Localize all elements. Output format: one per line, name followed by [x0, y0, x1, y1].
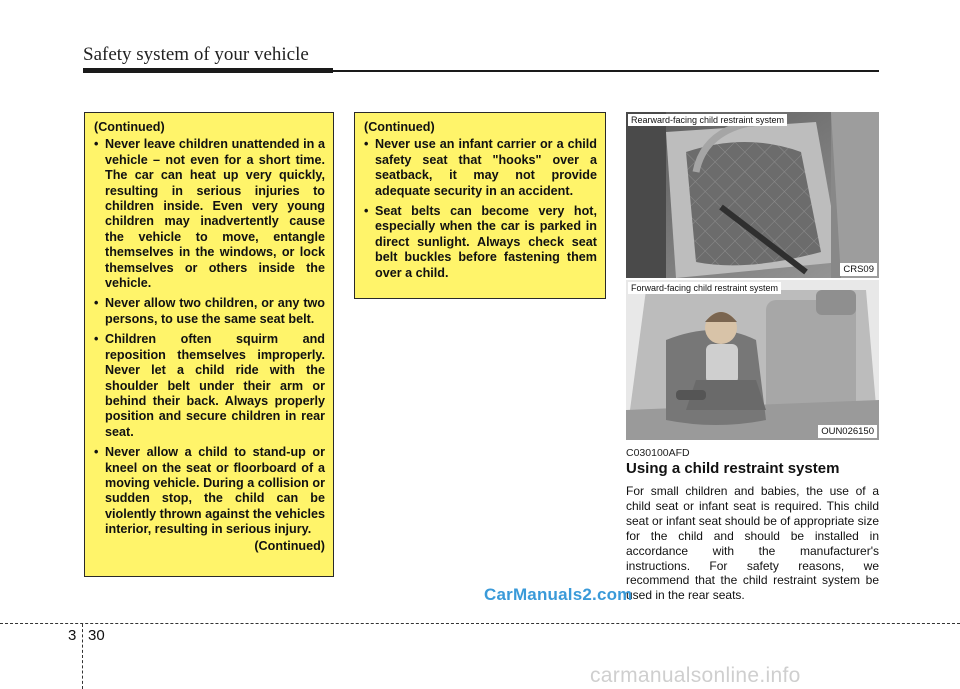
warning-item: • Seat belts can become very hot, especially when the car is parked in direct sunlight. Always check seat belt buckles before fastening them over a child. — [364, 204, 597, 281]
warning-item: • Children often squirm and reposition themselves improperly. Never let a child ride with the shoulder belt under their arm or behind their back. Always properly position and secure children in rear seat. — [94, 332, 325, 440]
forward-seat-illustration — [626, 280, 879, 440]
warning-list — [364, 137, 597, 281]
warning-item: • Never use an infant carrier or a child safety seat that "hooks" over a seatback, it may not provide adequate security in an accident. — [364, 137, 597, 199]
warning-box-right — [354, 112, 606, 299]
footer-divider — [0, 623, 960, 624]
warning-item: • Never allow two children, or any two persons, to use the same seat belt. — [94, 296, 325, 327]
rearward-seat-photo — [626, 112, 879, 278]
warning-item: • Never leave children unattended in a vehicle – not even for a short time. The car can heat up very quickly, resulting in serious injuries to children inside. Even very young children may inadvertently cause the vehicle to move, entangle themselves in the windows, or lock themselves or others inside the vehicle. — [94, 137, 325, 291]
rearward-seat-illustration — [626, 112, 879, 278]
figure-caption: Forward-facing child restraint system — [628, 282, 781, 294]
header-rule-thin — [333, 70, 879, 72]
section-heading: Using a child restraint system — [626, 460, 840, 477]
watermark-link[interactable]: CarManuals2.com — [484, 585, 633, 604]
page-number: 30 — [88, 627, 105, 644]
figure-code: CRS09 — [840, 263, 877, 276]
section-body: For small children and babies, the use of a child seat or infant seat is required. This child seat or infant seat should be of appropriate size for the child and should be installed in accordance with the manufacturer's instructions. For safety reasons, we recommend that the child restraint system be used in the rear seats. — [626, 484, 879, 603]
section-title: Safety system of your vehicle — [83, 44, 309, 65]
warning-list — [94, 137, 325, 537]
section-code: C030100AFD — [626, 447, 690, 459]
warning-box-left — [84, 112, 334, 577]
chapter-number: 3 — [68, 627, 77, 644]
header-rule-bold — [83, 68, 333, 73]
continued-label: (Continued) — [254, 538, 325, 553]
forward-seat-photo — [626, 280, 879, 440]
warning-item: • Never allow a child to stand-up or kneel on the seat or floorboard of a moving vehicle. During a collision or sudden stop, the child can be violently thrown against the vehicles interior, resulting in serious injury. — [94, 445, 325, 537]
continued-label: (Continued) — [364, 120, 435, 134]
footer-vertical-divider — [82, 624, 83, 689]
continued-label: (Continued) — [94, 120, 165, 134]
figure-code: OUN026150 — [818, 425, 877, 438]
footer-watermark[interactable]: carmanualsonline.info — [590, 664, 801, 687]
figure-caption: Rearward-facing child restraint system — [628, 114, 787, 126]
